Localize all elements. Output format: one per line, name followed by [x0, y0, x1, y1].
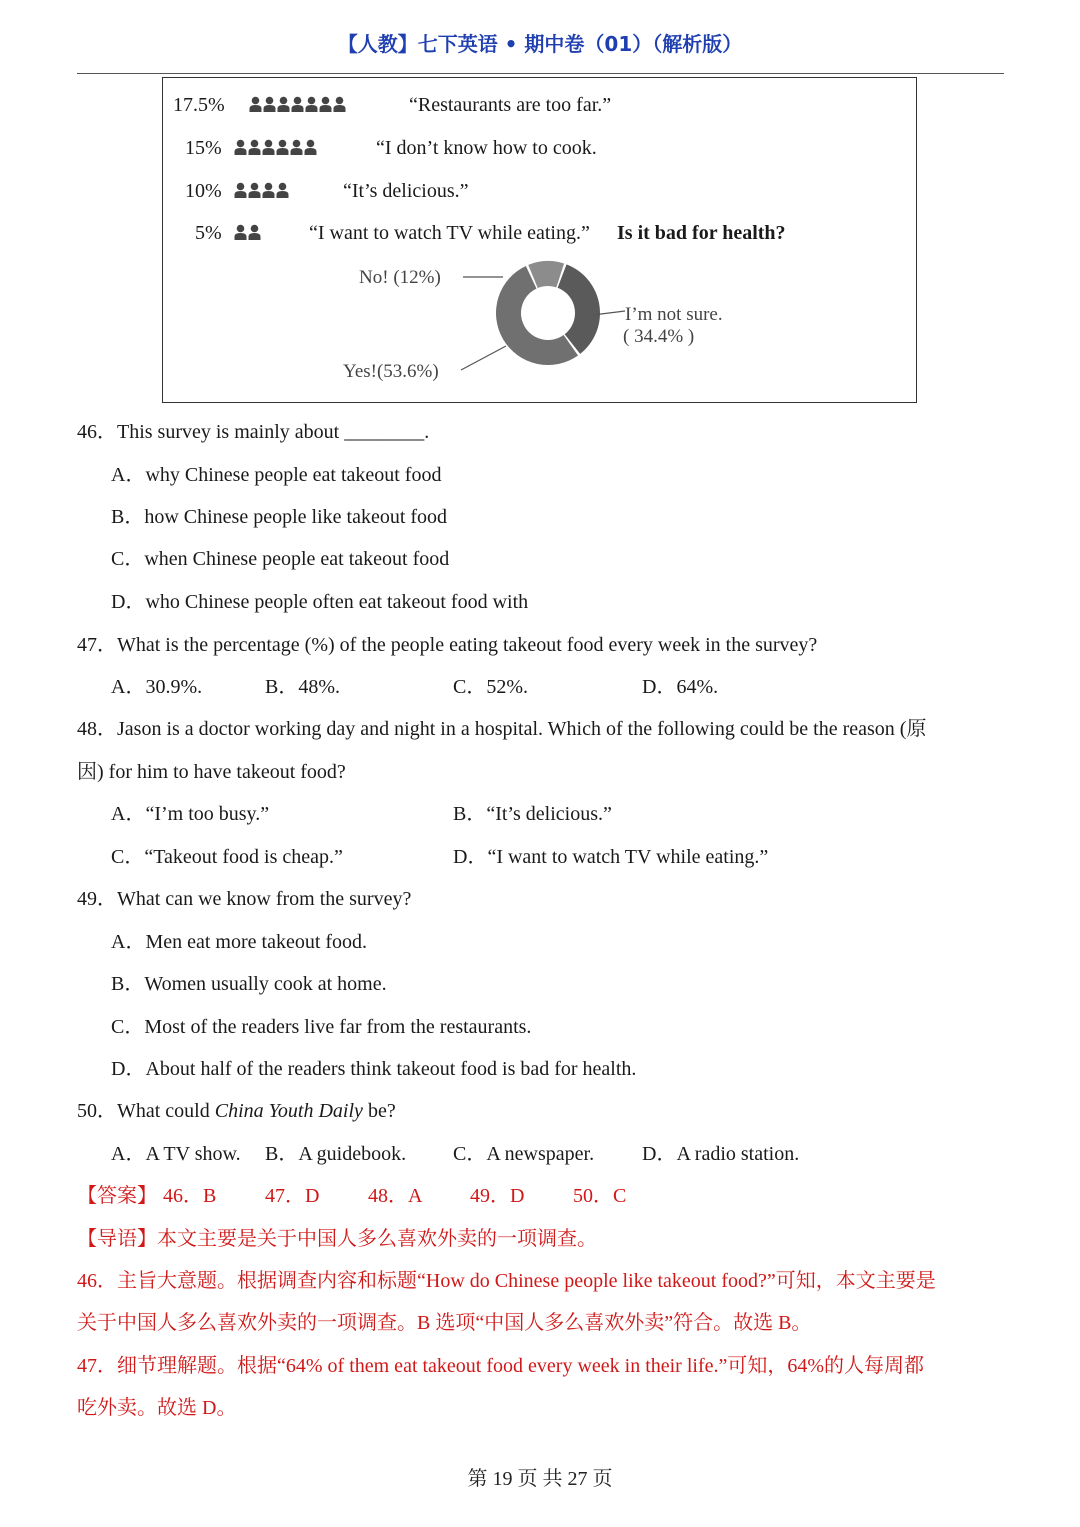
- survey-figure: [162, 77, 917, 403]
- survey-quote: “Restaurants are too far.”: [409, 94, 612, 116]
- question-46-option-b: B．how Chinese people like takeout food: [111, 506, 448, 528]
- header-divider: [77, 73, 1004, 74]
- question-48-option-c: C．“Takeout food is cheap.”: [111, 846, 343, 868]
- question-49-option-d: D．About half of the readers think takeout food is bad for health.: [111, 1058, 637, 1080]
- survey-quote: “I want to watch TV while eating.”: [309, 222, 590, 244]
- question-49-stem: 49．What can we know from the survey?: [77, 888, 412, 910]
- survey-percent: 15%: [185, 137, 222, 159]
- answer-46: 46．B: [163, 1185, 217, 1207]
- survey-question: Is it bad for health?: [617, 222, 786, 244]
- question-50-stem: 50．What could China Youth Daily be?: [77, 1100, 396, 1122]
- answer-49: 49．D: [470, 1185, 525, 1207]
- question-50-option-d: D．A radio station.: [642, 1143, 800, 1165]
- question-47-option-b: B．48%.: [265, 676, 340, 698]
- survey-percent: 17.5%: [173, 94, 225, 116]
- survey-quote: “It’s delicious.”: [343, 180, 469, 202]
- answer-47: 47．D: [265, 1185, 320, 1207]
- question-47-stem: 47．What is the percentage (%) of the people eating takeout food every week in the survey?: [77, 634, 818, 656]
- pie-leader-lines: [163, 78, 918, 404]
- question-49-option-b: B．Women usually cook at home.: [111, 973, 387, 995]
- answer-50: 50．C: [573, 1185, 627, 1207]
- guide-text: 【导语】本文主要是关于中国人多么喜欢外卖的一项调查。: [77, 1228, 597, 1250]
- question-48-option-b: B．“It’s delicious.”: [453, 803, 612, 825]
- question-46-option-c: C．when Chinese people eat takeout food: [111, 548, 450, 570]
- survey-quote: “I don’t know how to cook.: [376, 137, 597, 159]
- pie-label-not-sure: I’m not sure.: [625, 304, 723, 325]
- question-50-option-c: C．A newspaper.: [453, 1143, 595, 1165]
- question-49-option-c: C．Most of the readers live far from the restaurants.: [111, 1016, 532, 1038]
- question-49-option-a: A．Men eat more takeout food.: [111, 931, 368, 953]
- answer-48: 48．A: [368, 1185, 423, 1207]
- explanation-46-line2: 关于中国人多么喜欢外卖的一项调查。B 选项“中国人多么喜欢外卖”符合。故选 B。: [77, 1312, 812, 1334]
- explanation-46-line1: 46．主旨大意题。根据调查内容和标题“How do Chinese people like takeout food?”可知，本文主要是: [77, 1270, 936, 1292]
- answer-key-label: 【答案】: [77, 1185, 157, 1207]
- survey-percent: 5%: [195, 222, 222, 244]
- question-46-stem: 46．This survey is mainly about ________.: [77, 421, 430, 443]
- question-46-option-a: A．why Chinese people eat takeout food: [111, 464, 442, 486]
- explanation-47-line1: 47．细节理解题。根据“64% of them eat takeout food every week in their life.”可知，64%的人每周都: [77, 1355, 925, 1377]
- question-48-stem-line2: 因) for him to have takeout food?: [77, 761, 346, 783]
- question-50-option-a: A．A TV show.: [111, 1143, 241, 1165]
- question-47-option-a: A．30.9%.: [111, 676, 203, 698]
- document-header: 【人教】七下英语 • 期中卷（01）（解析版）: [337, 32, 743, 56]
- question-48-stem-line1: 48．Jason is a doctor working day and night in a hospital. Which of the following could be the reason (原: [77, 718, 927, 740]
- survey-percent: 10%: [185, 180, 222, 202]
- pie-label-no: No! (12%): [359, 267, 441, 288]
- question-48-option-d: D．“I want to watch TV while eating.”: [453, 846, 769, 868]
- question-50-option-b: B．A guidebook.: [265, 1143, 407, 1165]
- explanation-47-line2: 吃外卖。故选 D。: [77, 1397, 237, 1419]
- page-number: 第 19 页 共 27 页: [467, 1468, 613, 1490]
- question-47-option-d: D．64%.: [642, 676, 719, 698]
- question-46-option-d: D．who Chinese people often eat takeout food with: [111, 591, 529, 613]
- pie-label-yes: Yes!(53.6%): [343, 361, 439, 382]
- question-47-option-c: C．52%.: [453, 676, 528, 698]
- pie-value-not-sure: ( 34.4% ): [623, 326, 695, 347]
- question-48-option-a: A．“I’m too busy.”: [111, 803, 270, 825]
